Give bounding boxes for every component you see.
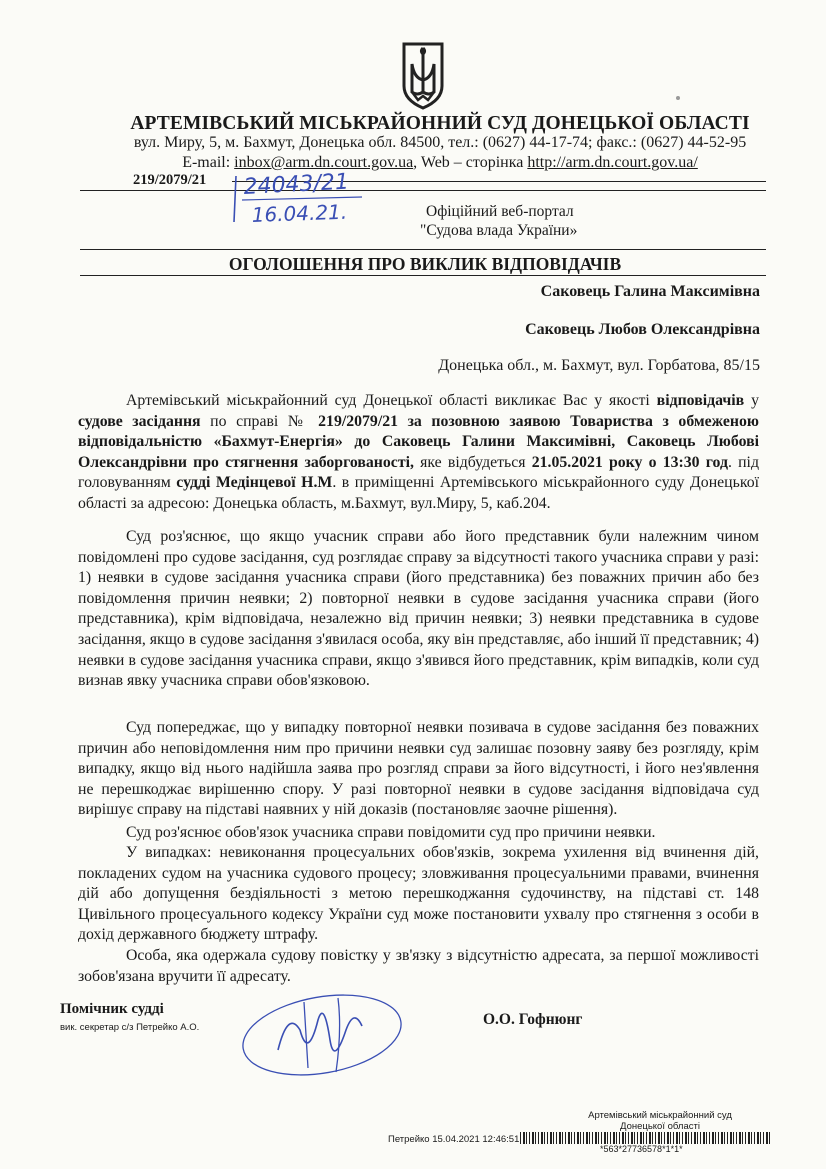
- paragraph-summons-run: . в приміщенні Артемівського міськрайонного суду Донецької області за адресою: Донецька область, м.Бахмут, вул.Миру, 5, каб.204.: [78, 474, 759, 512]
- paragraph-explanation: [78, 527, 759, 692]
- executor-note: вик. секретар с/з Петрейко А.О.: [60, 1022, 200, 1033]
- paragraph-summons-run: Артемівський міськрайонний суд Донецької області викликає Вас у якості: [126, 392, 657, 409]
- paragraph-summons-run: 219/2079/21 за позовною заявою Товариства з обмеженою відповідальністю «Бахмут-Енергія» до Саковець Галини Максимівні, Саковець Любові Олександрівни про стягнення заборгованості,: [78, 412, 759, 471]
- paragraph-summons-run: по справі №: [200, 412, 319, 430]
- respondent-name-2: Саковець Любов Олександрівна: [525, 321, 760, 338]
- recipient-line-1: Офіційний веб-портал: [426, 203, 574, 220]
- paragraph-explanation-text: Суд роз'яснює, що якщо учасник справи або його представник були належним чином повідомлені про судове засідання, суд розглядає справу за відсутності такого учасника справи у разі: 1) неявки в судове засідання учасника справи (його представника) без поважних причин або без повідомлення причин неявки; 2) повторної неявки в судове засідання учасника справи (його представника), крім відповідача, незалежно від причин неявки; 3) неявки представника в судове засідання, якщо в судове засідання з'явилася особа, яку він представляє, або інший її представник; 4) неявки в судове засідання учасника справи, якщо з'явився його представник, крім випадків, коли суд визнав явку учасника справи обов'язковою.: [78, 528, 760, 690]
- paragraph-duty-text: Суд роз'яснює обов'язок учасника справи повідомити суд про причини неявки.: [126, 824, 656, 841]
- web-prefix: , Web – сторінка: [413, 154, 528, 171]
- recipient-line-2: "Судова влада України»: [420, 222, 578, 239]
- paragraph-summons-run: у: [744, 392, 759, 409]
- paragraph-summons-run: . під головуванням: [78, 453, 759, 492]
- paragraph-penalty-text: У випадках: невиконання процесуальних обов'язків, зокрема ухилення від вчинення дій, покладених судом на учасника судового процесу; зловживання процесуальними правами, вчинення дій або допущення бездіяльності з метою перешкоджання судочинству, на підставі ст. 148 Цивільного процесуального кодексу України суд може постановити ухвалу про стягнення з особи в дохід державного бюджету штрафу.: [78, 844, 759, 944]
- title-rule-top: [80, 249, 766, 250]
- paragraph-summons-run: 21.05.2021 року о 13:30 год: [531, 453, 728, 471]
- title-rule-bottom: [80, 275, 766, 276]
- paragraph-warning: [78, 718, 759, 821]
- footer-document-code: *563*27736578*1*1*: [600, 1144, 683, 1154]
- signatory-name: О.О. Гофнюнг: [483, 1011, 583, 1028]
- court-contacts: [80, 154, 800, 172]
- paragraph-summons-run: судді Медінцевої Н.М: [176, 474, 333, 492]
- scan-speck: [676, 96, 680, 100]
- respondent-address: Донецька обл., м. Бахмут, вул. Горбатова, 85/15: [438, 357, 760, 374]
- paragraph-summons-run: судове засідання: [78, 412, 201, 430]
- paragraph-warning-text: Суд попереджає, що у випадку повторної неявки позивача в судове засідання без поважних причин або неповідомлення ним про причини неявки суд залишає позовну заяву без розгляду, крім випадку, якщо від нього надійшла заява про розгляд справи за його відсутності, і його нез'явлення не перешкоджає вирішенню спору. У разі повторної неявки в судове засідання відповідача суд вирішує справу на підставі наявних у ній доказів (постановляє заочне рішення).: [78, 719, 759, 819]
- email-link[interactable]: inbox@arm.dn.court.gov.ua: [234, 154, 414, 171]
- paragraph-penalty: [78, 843, 759, 946]
- barcode: [520, 1132, 772, 1144]
- paragraph-summons-run: яке відбудеться: [413, 453, 532, 471]
- coat-of-arms-icon: [398, 40, 448, 112]
- paragraph-delivery-text: Особа, яка одержала судову повістку у зв'язку з відсутністю адресата, за першої можливості зобов'язана вручити її адресату.: [78, 947, 759, 985]
- footer-court-line-2: Донецької області: [620, 1121, 700, 1132]
- handwritten-signature: [238, 990, 408, 1080]
- web-link[interactable]: http://arm.dn.court.gov.ua/: [527, 154, 698, 171]
- email-prefix: E-mail:: [182, 154, 235, 171]
- handwritten-registration-date: [232, 170, 382, 230]
- stamp-line-1: 24043/21: [243, 170, 350, 200]
- footer-court-line-1: Артемівський міськрайонний суд: [588, 1110, 732, 1121]
- respondent-name-1: Саковець Галина Максимівна: [540, 283, 760, 300]
- paragraph-duty: [78, 823, 759, 844]
- signatory-role: Помічник судді: [60, 1001, 164, 1017]
- court-address-phone: вул. Миру, 5, м. Бахмут, Донецька обл. 84500, тел.: (0627) 44-17-74; факс.: (0627) 44-52-95: [133, 134, 747, 151]
- paragraph-summons-text: [78, 391, 759, 515]
- court-name: АРТЕМІВСЬКИЙ МІСЬКРАЙОННИЙ СУД ДОНЕЦЬКОЇ ОБЛАСТІ: [130, 113, 750, 134]
- header-rule-lower: [80, 190, 766, 191]
- footer-user-timestamp: Петрейко 15.04.2021 12:46:51: [388, 1134, 520, 1145]
- paragraph-delivery: [78, 946, 759, 987]
- stamp-line-2: 16.04.21.: [251, 199, 348, 227]
- paragraph-summons: [78, 391, 759, 515]
- notice-title: ОГОЛОШЕННЯ ПРО ВИКЛИК ВІДПОВІДАЧІВ: [228, 254, 622, 274]
- case-number: 219/2079/21: [133, 172, 207, 188]
- paragraph-summons-run: відповідачів: [656, 392, 745, 409]
